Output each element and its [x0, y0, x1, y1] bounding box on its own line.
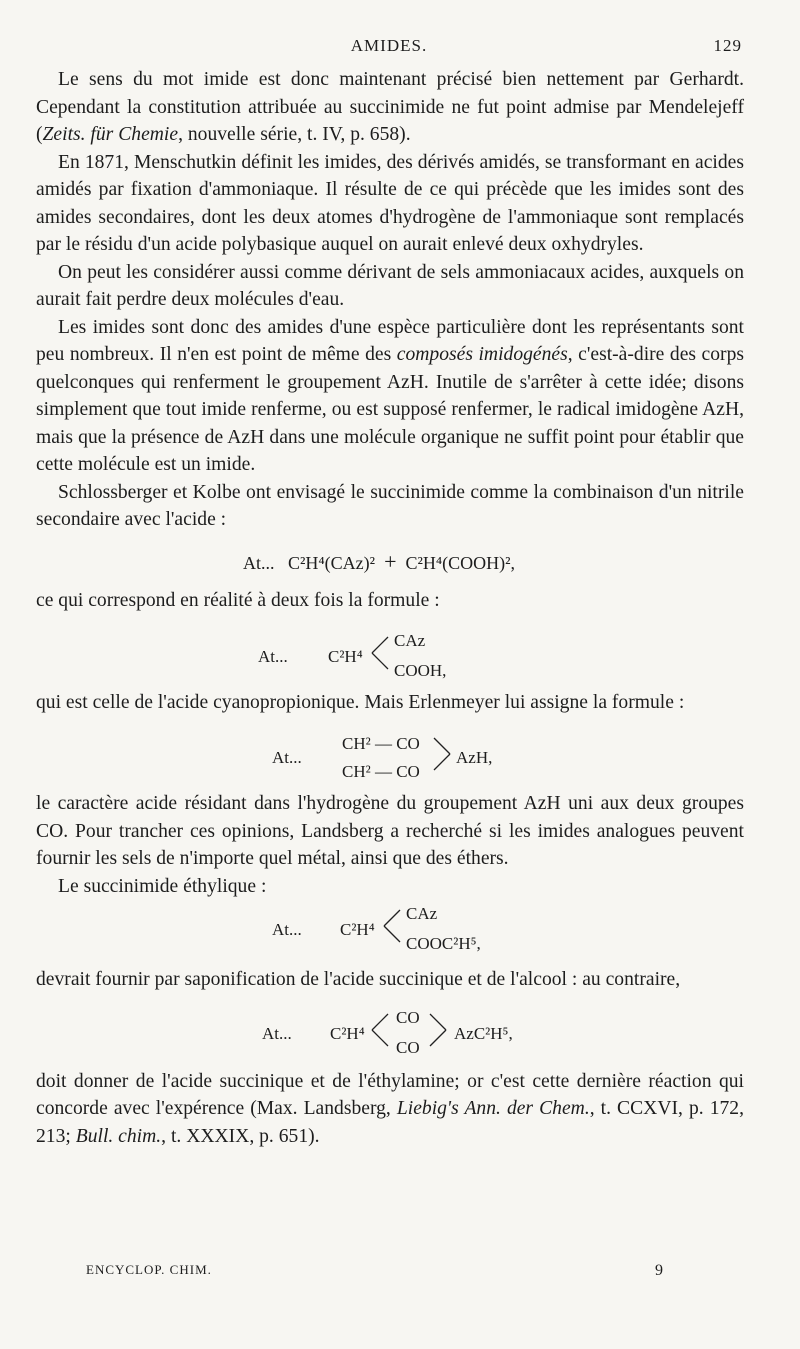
formula-succinimide-ethylique: At... C²H⁴ CAz COOC²H⁵,	[272, 904, 481, 953]
paragraph-7: qui est celle de l'acide cyanopropionique. Mais Erlenmeyer lui assigne la formule :	[36, 691, 685, 713]
citation-zeits: Zeits. für Chemie	[42, 124, 179, 145]
paragraph-11: doit donner de l'acide succinique et de l'éthylamine; or c'est cette dernière réaction qui concorde avec l'expérence (Max. Landsberg, Liebig's Ann. der Chem., t. CCXVI, p. 172, 213; Bull. chim., t. XXXIX, p. 651).	[36, 1070, 744, 1147]
formula-ethylsuccinimide: At... C²H⁴ CO CO AzC²H⁵,	[262, 1007, 513, 1057]
formula-erlenmeyer: At... CH² — CO CH² — CO AzH,	[272, 734, 493, 781]
page-header	[36, 36, 742, 60]
formula-kolbe: At... C²H⁴(CAz)² + C²H⁴(COOH)²,	[243, 548, 516, 574]
footer-title: ENCYCLOP. CHIM.	[86, 1262, 212, 1277]
citation-liebig: Liebig's Ann. der Chem.	[396, 1098, 590, 1119]
formula-cyanopropionic: At... C²H⁴ CAz COOH,	[258, 630, 447, 680]
paragraph-4: Les imides sont donc des amides d'une espèce particulière dont les représentants sont peu nombreux. Il n'en est point de même des composés imidogénés, c'est-à-dire des corps quelconques qui renferment le groupement AzH. Inutile de s'arrêter à cette idée; disons simplement que tout imide renferme, ou est supposé renfermer, le radical imidogène AzH, mais que la présence de AzH dans une molécule organique ne suffit point pour établir que cette molécule est un imide.	[36, 316, 744, 475]
page-footer	[86, 1262, 664, 1284]
branch-lines	[370, 633, 390, 673]
paragraph-9: Le succinimide éthylique :	[58, 875, 267, 897]
paragraph-2: En 1871, Menschutkin définit les imides, des dérivés amidés, se transformant en acides amidés par fixation d'ammoniaque. Il résulte de ce qui précède que les imides sont des amides secondaires, dont les deux atomes d'hydrogène de l'ammoniaque sont remplacés par le résidu d'un acide polybasique auquel on aurait enlevé deux oxhydryles.	[36, 151, 744, 255]
citation-bull-chim: Bull. chim.	[75, 1125, 162, 1147]
right-bracket-lines	[428, 1010, 448, 1050]
page-body	[36, 66, 744, 1150]
branch-lines	[382, 906, 402, 946]
bracket-lines	[432, 734, 452, 774]
paragraph-3: On peut les considérer aussi comme dérivant de sels ammoniacaux acides, auxquels on aurait fait perdre deux molécules d'eau.	[36, 261, 744, 310]
left-bracket-lines	[370, 1010, 390, 1050]
paragraph-1: Le sens du mot imide est donc maintenant précisé bien nettement par Gerhardt. Cependant la constitution attribuée au succinimide ne fut point admise par Mendelejeff (Zeits. für Chemie, nouvelle série, t. IV, p. 658).	[36, 69, 744, 145]
paragraph-10: devrait fournir par saponification de l'acide succinique et de l'alcool : au contraire,	[36, 969, 681, 990]
term-composes-imidogenes: composés imidogénés	[396, 344, 568, 365]
signature-mark: 9	[655, 1262, 664, 1279]
running-title: AMIDES.	[350, 36, 428, 55]
paragraph-5: Schlossberger et Kolbe ont envisagé le succinimide comme la combinaison d'un nitrile secondaire avec l'acide :	[36, 481, 744, 530]
paragraph-6: ce qui correspond en réalité à deux fois la formule :	[36, 590, 440, 611]
paragraph-8: le caractère acide résidant dans l'hydrogène du groupement AzH uni aux deux groupes CO. Pour trancher ces opinions, Landsberg a recherché si les imides analogues peuvent fournir les sels de n'importe quel métal, ainsi que des éthers.	[36, 793, 744, 869]
page-number: 129	[713, 36, 742, 55]
